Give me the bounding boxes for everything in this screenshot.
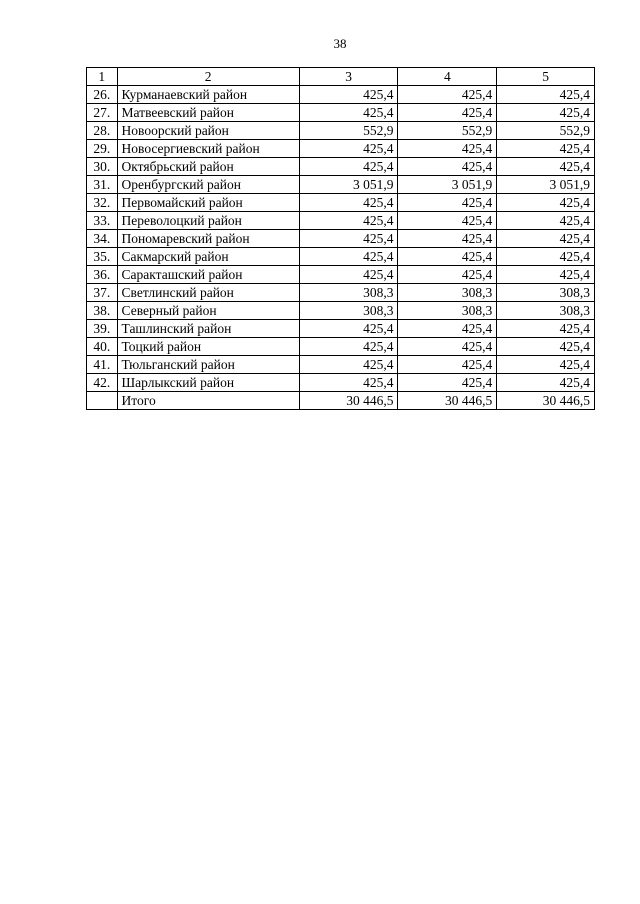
row-number: 26. (87, 86, 118, 104)
value-col-3: 425,4 (299, 230, 398, 248)
value-col-3: 425,4 (299, 194, 398, 212)
district-name: Шарлыкский район (117, 374, 299, 392)
table-row (87, 320, 595, 338)
value-col-3: 30 446,5 (299, 392, 398, 410)
value-col-5: 425,4 (497, 86, 595, 104)
value-col-5: 425,4 (497, 158, 595, 176)
value-col-4: 425,4 (398, 356, 497, 374)
value-col-5: 425,4 (497, 140, 595, 158)
value-col-4: 425,4 (398, 194, 497, 212)
value-col-5: 425,4 (497, 320, 595, 338)
value-col-4: 308,3 (398, 302, 497, 320)
table-row (87, 230, 595, 248)
value-col-4: 425,4 (398, 86, 497, 104)
table-row (87, 338, 595, 356)
value-col-4: 3 051,9 (398, 176, 497, 194)
row-number: 33. (87, 212, 118, 230)
row-number (87, 392, 118, 410)
value-col-4: 425,4 (398, 104, 497, 122)
district-name: Сакмарский район (117, 248, 299, 266)
row-number: 41. (87, 356, 118, 374)
district-name: Матвеевский район (117, 104, 299, 122)
value-col-3: 425,4 (299, 266, 398, 284)
district-name: Тюльганский район (117, 356, 299, 374)
value-col-5: 552,9 (497, 122, 595, 140)
value-col-3: 552,9 (299, 122, 398, 140)
value-col-4: 425,4 (398, 140, 497, 158)
row-number: 39. (87, 320, 118, 338)
district-name: Новосергиевский район (117, 140, 299, 158)
table-row (87, 302, 595, 320)
row-number: 31. (87, 176, 118, 194)
table-row (87, 122, 595, 140)
value-col-5: 425,4 (497, 104, 595, 122)
row-number: 34. (87, 230, 118, 248)
value-col-5: 425,4 (497, 266, 595, 284)
header-cell-4: 4 (398, 68, 497, 86)
value-col-5: 425,4 (497, 248, 595, 266)
value-col-4: 425,4 (398, 158, 497, 176)
header-cell-5: 5 (497, 68, 595, 86)
row-number: 35. (87, 248, 118, 266)
row-number: 36. (87, 266, 118, 284)
value-col-3: 425,4 (299, 158, 398, 176)
district-name: Оренбургский район (117, 176, 299, 194)
district-name: Итого (117, 392, 299, 410)
district-name: Переволоцкий район (117, 212, 299, 230)
row-number: 37. (87, 284, 118, 302)
value-col-3: 425,4 (299, 320, 398, 338)
value-col-5: 3 051,9 (497, 176, 595, 194)
table-row (87, 284, 595, 302)
table-total-row (87, 392, 595, 410)
row-number: 40. (87, 338, 118, 356)
page-number: 38 (333, 36, 347, 51)
header-cell-2: 2 (117, 68, 299, 86)
table-row (87, 86, 595, 104)
allocation-table (86, 67, 595, 410)
value-col-5: 308,3 (497, 284, 595, 302)
district-name: Октябрьский район (117, 158, 299, 176)
row-number: 42. (87, 374, 118, 392)
value-col-4: 425,4 (398, 212, 497, 230)
table-row (87, 374, 595, 392)
table-row (87, 194, 595, 212)
value-col-5: 308,3 (497, 302, 595, 320)
district-name: Тоцкий район (117, 338, 299, 356)
value-col-3: 425,4 (299, 356, 398, 374)
value-col-5: 425,4 (497, 230, 595, 248)
header-cell-1: 1 (87, 68, 118, 86)
value-col-3: 425,4 (299, 104, 398, 122)
value-col-3: 425,4 (299, 212, 398, 230)
table-row (87, 158, 595, 176)
value-col-5: 425,4 (497, 338, 595, 356)
table-row (87, 266, 595, 284)
value-col-5: 425,4 (497, 194, 595, 212)
table-row (87, 212, 595, 230)
row-number: 30. (87, 158, 118, 176)
value-col-3: 425,4 (299, 248, 398, 266)
value-col-4: 425,4 (398, 230, 497, 248)
value-col-3: 308,3 (299, 284, 398, 302)
value-col-4: 425,4 (398, 320, 497, 338)
value-col-4: 30 446,5 (398, 392, 497, 410)
value-col-4: 552,9 (398, 122, 497, 140)
value-col-3: 425,4 (299, 374, 398, 392)
value-col-4: 425,4 (398, 266, 497, 284)
value-col-5: 30 446,5 (497, 392, 595, 410)
value-col-4: 308,3 (398, 284, 497, 302)
row-number: 29. (87, 140, 118, 158)
row-number: 27. (87, 104, 118, 122)
value-col-3: 3 051,9 (299, 176, 398, 194)
table-row (87, 356, 595, 374)
table-row (87, 176, 595, 194)
district-name: Курманаевский район (117, 86, 299, 104)
value-col-5: 425,4 (497, 374, 595, 392)
district-name: Первомайский район (117, 194, 299, 212)
value-col-4: 425,4 (398, 338, 497, 356)
row-number: 28. (87, 122, 118, 140)
table-header-row (87, 68, 595, 86)
row-number: 32. (87, 194, 118, 212)
header-cell-3: 3 (299, 68, 398, 86)
value-col-3: 425,4 (299, 338, 398, 356)
value-col-3: 308,3 (299, 302, 398, 320)
district-name: Новоорский район (117, 122, 299, 140)
district-name: Ташлинский район (117, 320, 299, 338)
table-row (87, 104, 595, 122)
value-col-4: 425,4 (398, 374, 497, 392)
district-name: Светлинский район (117, 284, 299, 302)
value-col-3: 425,4 (299, 140, 398, 158)
value-col-3: 425,4 (299, 86, 398, 104)
table-row (87, 140, 595, 158)
district-name: Северный район (117, 302, 299, 320)
table-row (87, 248, 595, 266)
value-col-5: 425,4 (497, 212, 595, 230)
district-name: Пономаревский район (117, 230, 299, 248)
value-col-4: 425,4 (398, 248, 497, 266)
row-number: 38. (87, 302, 118, 320)
value-col-5: 425,4 (497, 356, 595, 374)
district-name: Саракташский район (117, 266, 299, 284)
